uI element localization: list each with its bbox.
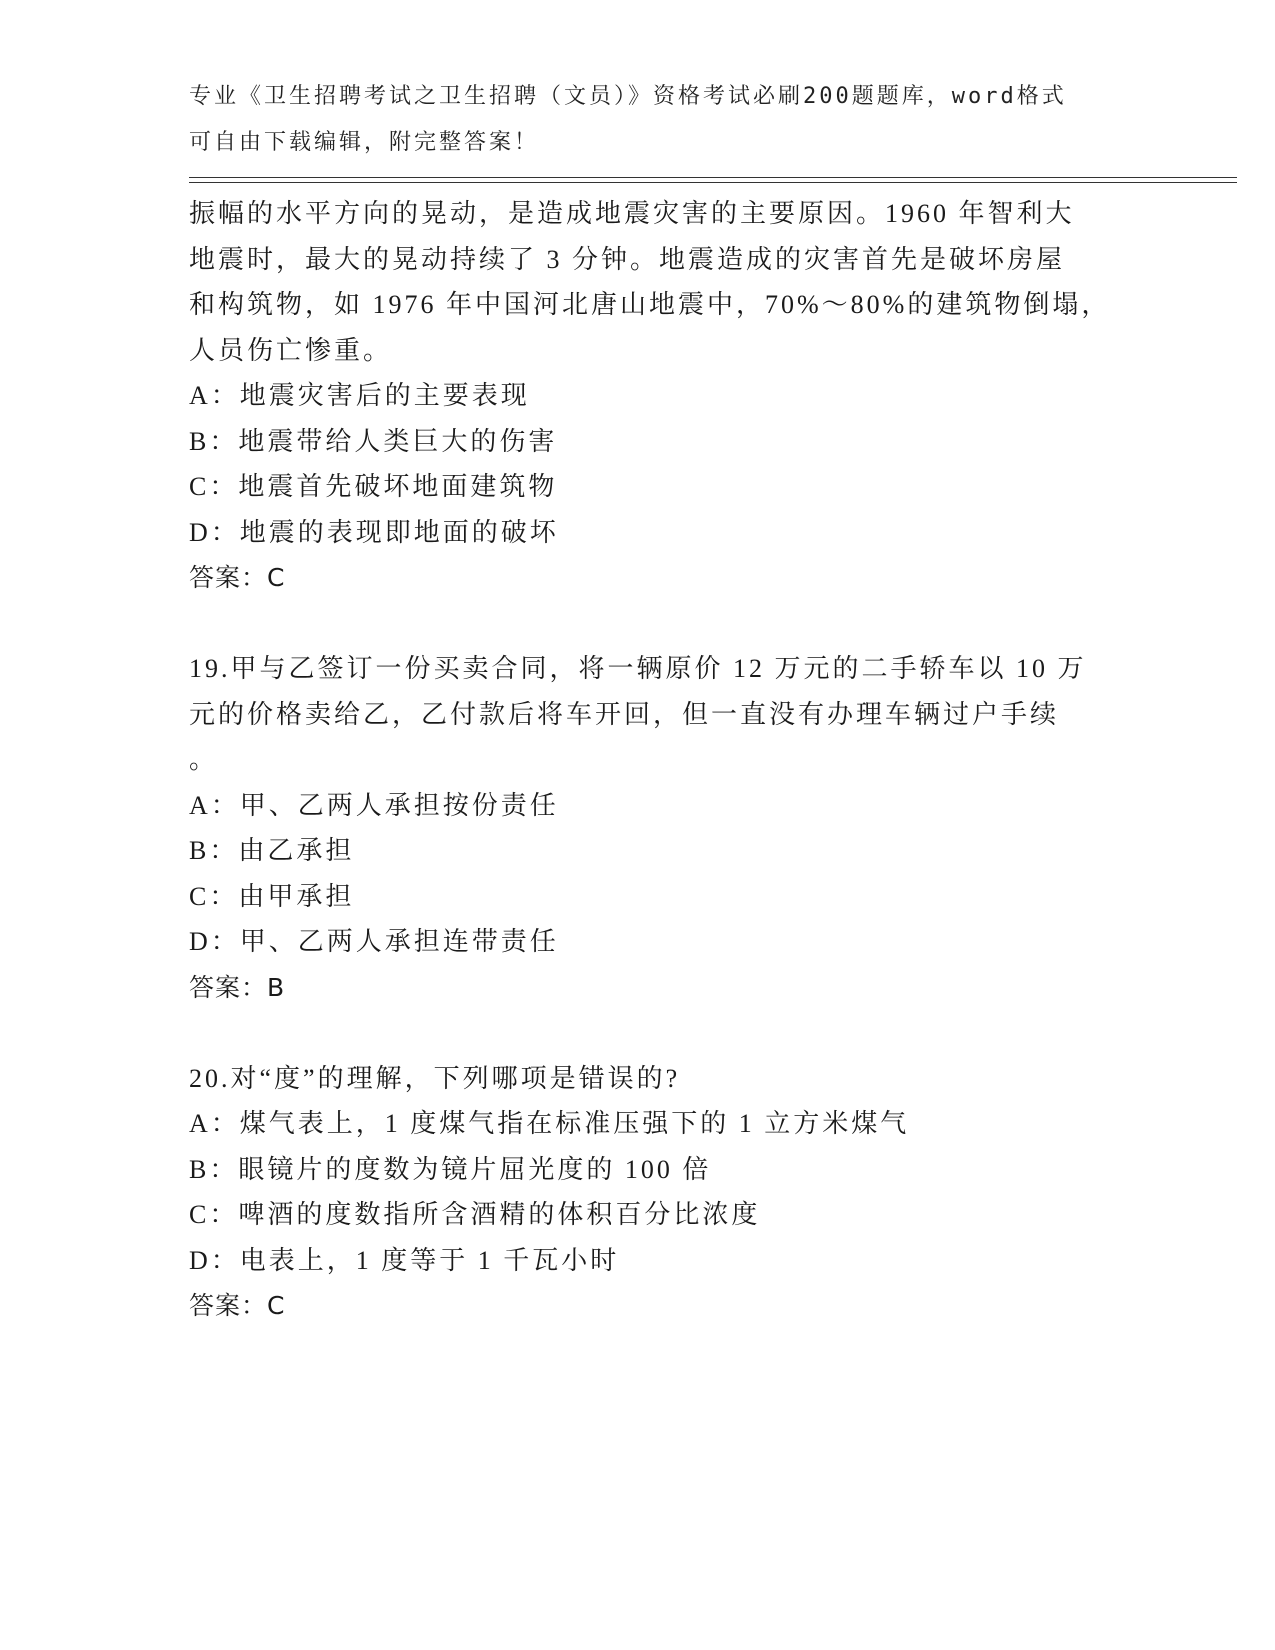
option-a: A：煤气表上，1 度煤气指在标准压强下的 1 立方米煤气 <box>189 1109 910 1138</box>
option-d: D：地震的表现即地面的破坏 <box>189 517 559 547</box>
option-b: B：眼镜片的度数为镜片屈光度的 100 倍 <box>189 1154 712 1184</box>
question-20 <box>189 1056 1089 1329</box>
question-text-line: 19.甲与乙签订一份买卖合同，将一辆原价 12 万元的二手轿车以 10 万 <box>189 654 1087 683</box>
option-b: B：地震带给人类巨大的伤害 <box>189 426 558 456</box>
answer-line: 答案：C <box>189 563 286 592</box>
document-header <box>189 74 1069 165</box>
question-text-line: 。 <box>189 745 219 774</box>
question-18 <box>189 191 1111 601</box>
document-body <box>189 191 1111 1329</box>
question-text-line: 振幅的水平方向的晃动，是造成地震灾害的主要原因。1960 年智利大 <box>189 199 1075 228</box>
answer-line: 答案：C <box>189 1291 286 1320</box>
question-text-line: 元的价格卖给乙，乙付款后将车开回，但一直没有办理车辆过户手续 <box>189 699 1060 729</box>
header-divider-bottom <box>189 182 1237 183</box>
option-d: D：电表上，1 度等于 1 千瓦小时 <box>189 1245 620 1275</box>
header-title-line-1: 专业《卫生招聘考试之卫生招聘（文员）》资格考试必刷200题题库，word格式 <box>189 84 1067 109</box>
header-title-line-2: 可自由下载编辑，附完整答案！ <box>189 129 540 155</box>
question-text-line: 地震时，最大的晃动持续了 3 分钟。地震造成的灾害首先是破坏房屋 <box>189 244 1066 274</box>
option-a: A：甲、乙两人承担按份责任 <box>189 790 559 820</box>
question-text-line: 和构筑物，如 1976 年中国河北唐山地震中，70%～80%的建筑物倒塌， <box>189 290 1111 319</box>
question-text-line: 20.对“度”的理解，下列哪项是错误的? <box>189 1063 681 1093</box>
option-b: B：由乙承担 <box>189 836 355 865</box>
question-text-line: 人员伤亡惨重。 <box>189 335 393 365</box>
question-spacer <box>189 601 1089 647</box>
option-c: C：地震首先破坏地面建筑物 <box>189 472 558 501</box>
answer-line: 答案：B <box>189 972 286 1002</box>
header-divider-top <box>189 177 1237 178</box>
question-19 <box>189 646 1089 1010</box>
option-d: D：甲、乙两人承担连带责任 <box>189 927 559 956</box>
option-c: C：啤酒的度数指所含酒精的体积百分比浓度 <box>189 1200 761 1229</box>
option-c: C：由甲承担 <box>189 881 355 911</box>
option-a: A：地震灾害后的主要表现 <box>189 381 530 410</box>
question-spacer <box>189 1010 1089 1056</box>
